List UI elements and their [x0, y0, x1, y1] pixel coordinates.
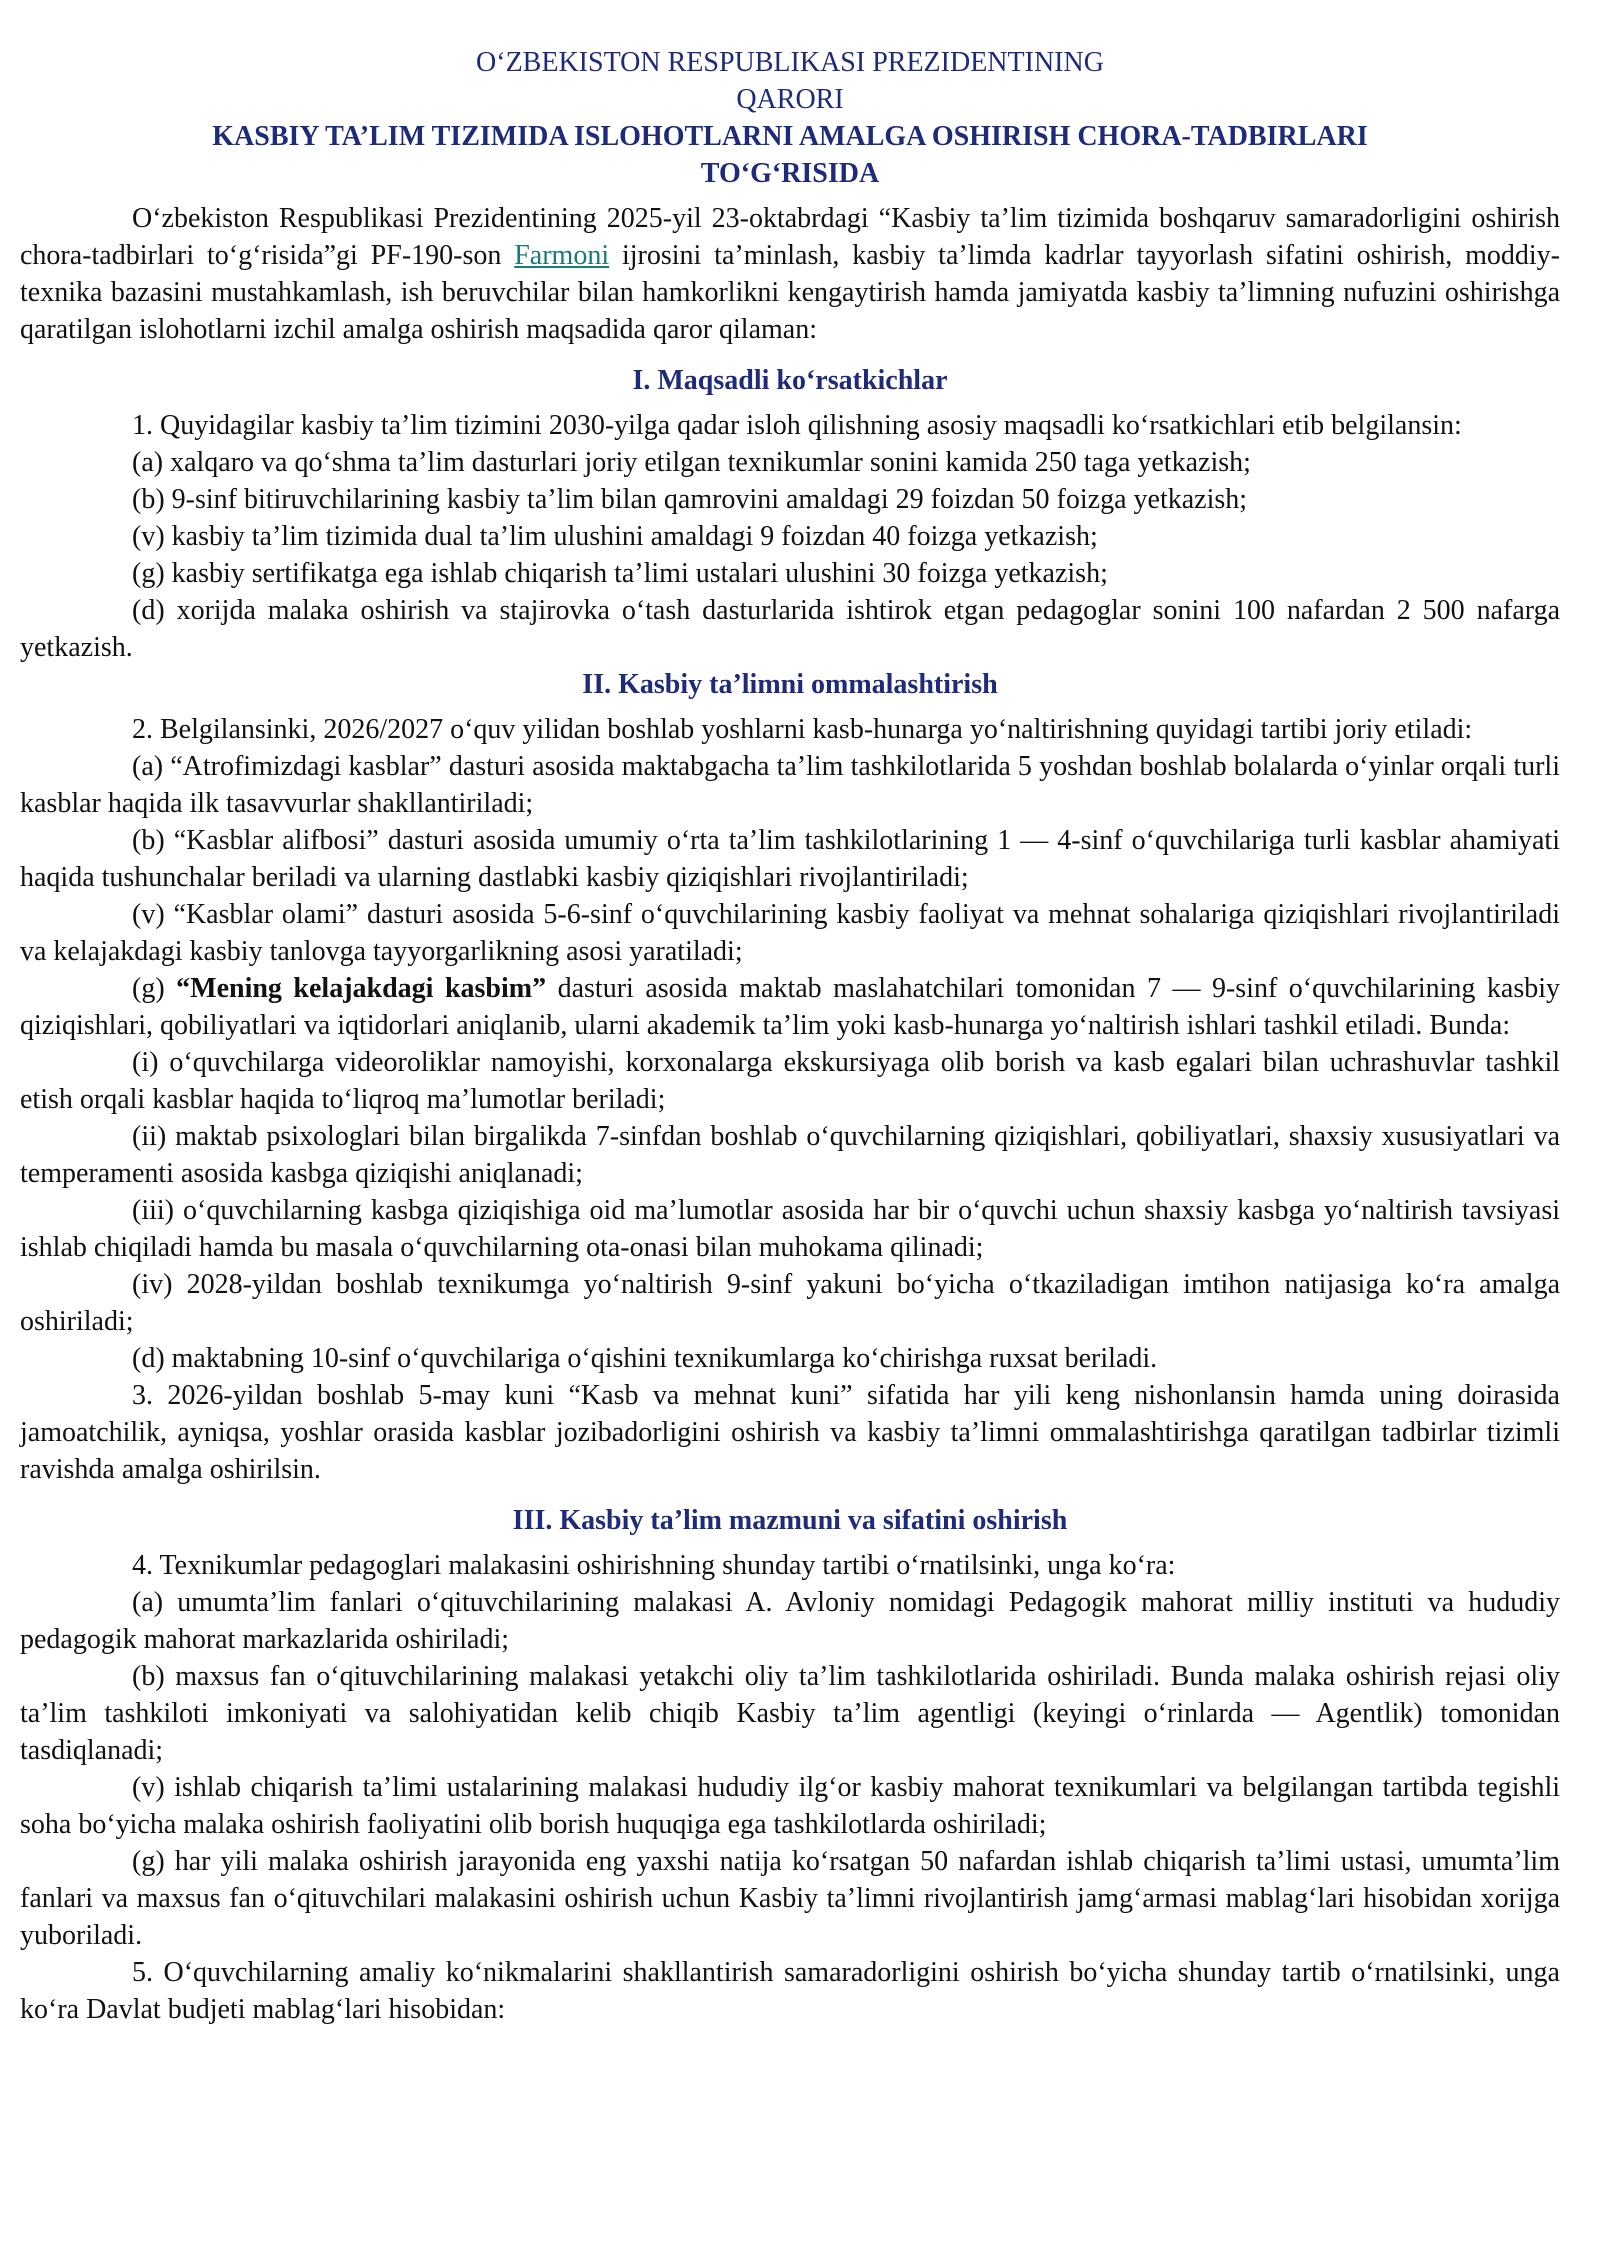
- clause-2: 2. Belgilansinki, 2026/2027 o‘quv yilidan boshlab yoshlarni kasb-hunarga yo‘naltirishning quyidagi tartibi joriy etiladi:: [132, 714, 1473, 745]
- clause-1-item-a: (a) xalqaro va qo‘shma ta’lim dasturlari joriy etilgan texnikumlar sonini kamida 250 taga yetkazish;: [132, 447, 1251, 478]
- clause-1: 1. Quyidagilar kasbiy ta’lim tizimini 2030-yilga qadar isloh qilishning asosiy maqsadli ko‘rsatkichlari etib belgilansin:: [132, 410, 1462, 441]
- clause-4-item-a: (a) umumta’lim fanlari o‘qituvchilarining malakasi A. Avloniy nomidagi Pedagogik mahorat milliy instituti va hududiy pedagogik mahorat markazlarida oshiriladi;: [20, 1587, 1560, 1655]
- issuer-line: O‘ZBEKISTON RESPUBLIKASI PREZIDENTINING: [476, 47, 1104, 78]
- clause-2-item-g-text: dasturi asosida maktab maslahatchilari tomonidan 7 — 9-sinf o‘quvchilarining kasbiy qiziqishlari, qobiliyatlari va iqtidorlari aniqlanib, ularni akademik ta’lim yoki kasb-hunarga yo‘naltirish ishlari tashkil etiladi. Bunda:: [20, 973, 1560, 1041]
- document-title-line1: KASBIY TA’LIM TIZIMIDA ISLOHOTLARNI AMALGA OSHIRISH CHORA-TADBIRLARI: [212, 121, 1368, 152]
- clause-2-item-a: (a) “Atrofimizdagi kasblar” dasturi asosida maktabgacha ta’lim tashkilotlarida 5 yoshdan boshlab bolalarda o‘yinlar orqali turli kasblar haqida ilk tasavvurlar shakllantiriladi;: [20, 751, 1560, 819]
- preamble-text-end: ijrosini ta’minlash, kasbiy ta’limda kadrlar tayyorlash sifatini oshirish, moddiy-texnika bazasini mustahkamlash, ish beruvchilar bilan hamkorlikni kengaytirish hamda jamiyatda kasbiy ta’limning nufuzini oshirishga qaratilgan islohotlarni izchil amalga oshirish maqsadida qaror qilaman:: [20, 240, 1560, 345]
- document-type: QARORI: [736, 84, 844, 115]
- preamble-text-start: O‘zbekiston Respublikasi Prezidentining 2025-yil 23-oktabrdagi “Kasbiy ta’lim tizimida boshqaruv samaradorligini oshirish chora-tadbirlari to‘g‘risida”gi PF-190-son: [20, 203, 1560, 271]
- clause-2-item-g-prefix: (g): [132, 973, 177, 1004]
- section-heading-1: I. Maqsadli ko‘rsatkichlar: [632, 365, 948, 396]
- clause-2-item-v: (v) “Kasblar olami” dasturi asosida 5-6-sinf o‘quvchilarining kasbiy faoliyat va mehnat sohalariga qiziqishlari rivojlantiriladi va kelajakdagi kasbiy tanlovga tayyorgarlikning asosi yaratiladi;: [20, 899, 1560, 967]
- preamble-paragraph: [20, 200, 1560, 348]
- clause-2-subitem-iv: (iv) 2028-yildan boshlab texnikumga yo‘naltirish 9-sinf yakuni bo‘yicha o‘tkaziladigan imtihon natijasiga ko‘ra amalga oshiriladi;: [20, 1269, 1560, 1337]
- clause-4: 4. Texnikumlar pedagoglari malakasini oshirishning shunday tartibi o‘rnatilsinki, unga ko‘ra:: [132, 1550, 1176, 1581]
- clause-1-item-v: (v) kasbiy ta’lim tizimida dual ta’lim ulushini amaldagi 9 foizdan 40 foizga yetkazish;: [132, 521, 1098, 552]
- clause-1-item-g: (g) kasbiy sertifikatga ega ishlab chiqarish ta’limi ustalari ulushini 30 foizga yetkazish;: [132, 558, 1108, 589]
- section-heading-2: II. Kasbiy ta’limni ommalashtirish: [582, 669, 998, 700]
- clause-2-subitem-iii: (iii) o‘quvchilarning kasbga qiziqishiga oid ma’lumotlar asosida har bir o‘quvchi uchun shaxsiy kasbga yo‘naltirish tavsiyasi ishlab chiqiladi hamda bu masala o‘quvchilarning ota-onasi bilan muhokama qilinadi;: [20, 1195, 1560, 1263]
- clause-2-item-d: (d) maktabning 10-sinf o‘quvchilariga o‘qishini texnikumlarga ko‘chirishga ruxsat beriladi.: [132, 1343, 1158, 1374]
- clause-4-item-g: (g) har yili malaka oshirish jarayonida eng yaxshi natija ko‘rsatgan 50 nafardan ishlab chiqarish ta’limi ustasi, umumta’lim fanlari va maxsus fan o‘qituvchilari malakasini oshirish uchun Kasbiy ta’limni rivojlantirish jamg‘armasi mablag‘lari hisobidan xorijga yuboriladi.: [20, 1846, 1560, 1951]
- clause-4-item-v: (v) ishlab chiqarish ta’limi ustalarining malakasi hududiy ilg‘or kasbiy mahorat texnikumlari va belgilangan tartibda tegishli soha bo‘yicha malaka oshirish faoliyatini olib borish huquqiga ega tashkilotlarda oshiriladi;: [20, 1772, 1560, 1840]
- section-heading-3: III. Kasbiy ta’lim mazmuni va sifatini oshirish: [512, 1505, 1068, 1536]
- clause-4-item-b: (b) maxsus fan o‘qituvchilarining malakasi yetakchi oliy ta’lim tashkilotlarida oshiriladi. Bunda malaka oshirish rejasi oliy ta’lim tashkiloti imkoniyati va salohiyatidan kelib chiqib Kasbiy ta’lim agentligi (keyingi o‘rinlarda — Agentlik) tomonidan tasdiqlanadi;: [20, 1661, 1560, 1766]
- document-title-line2: TO‘G‘RISIDA: [700, 158, 880, 189]
- clause-2-item-g: [20, 970, 1560, 1044]
- clause-2-item-b: (b) “Kasblar alifbosi” dasturi asosida umumiy o‘rta ta’lim tashkilotlarining 1 — 4-sinf o‘quvchilariga turli kasblar ahamiyati haqida tushunchalar beriladi va ularning dastlabki kasbiy qiziqishlari rivojlantiriladi;: [20, 825, 1560, 893]
- farmon-link[interactable]: Farmoni: [514, 240, 610, 271]
- clause-2-item-g-program-name: “Mening kelajakdagi kasbim”: [176, 973, 547, 1004]
- clause-1-item-d: (d) xorijda malaka oshirish va stajirovka o‘tash dasturlarida ishtirok etgan pedagoglar sonini 100 nafardan 2 500 nafarga yetkazish.: [20, 595, 1560, 663]
- clause-5: 5. O‘quvchilarning amaliy ko‘nikmalarini shakllantirish samaradorligini oshirish bo‘yicha shunday tartib o‘rnatilsinki, unga ko‘ra Davlat budjeti mablag‘lari hisobidan:: [20, 1957, 1560, 2025]
- clause-2-subitem-ii: (ii) maktab psixologlari bilan birgalikda 7-sinfdan boshlab o‘quvchilarning qiziqishlari, qobiliyatlari, shaxsiy xususiyatlari va temperamenti asosida kasbga qiziqishi aniqlanadi;: [20, 1121, 1560, 1189]
- clause-1-item-b: (b) 9-sinf bitiruvchilarining kasbiy ta’lim bilan qamrovini amaldagi 29 foizdan 50 foizga yetkazish;: [132, 484, 1248, 515]
- clause-3: 3. 2026-yildan boshlab 5-may kuni “Kasb va mehnat kuni” sifatida har yili keng nishonlansin hamda uning doirasida jamoatchilik, ayniqsa, yoshlar orasida kasblar jozibadorligini oshirish va kasbiy ta’limni ommalashtirishga qaratilgan tadbirlar tizimli ravishda amalga oshirilsin.: [20, 1380, 1560, 1485]
- clause-2-subitem-i: (i) o‘quvchilarga videoroliklar namoyishi, korxonalarga ekskursiyaga olib borish va kasb egalari bilan uchrashuvlar tashkil etish orqali kasblar haqida to‘liqroq ma’lumotlar beriladi;: [20, 1047, 1560, 1115]
